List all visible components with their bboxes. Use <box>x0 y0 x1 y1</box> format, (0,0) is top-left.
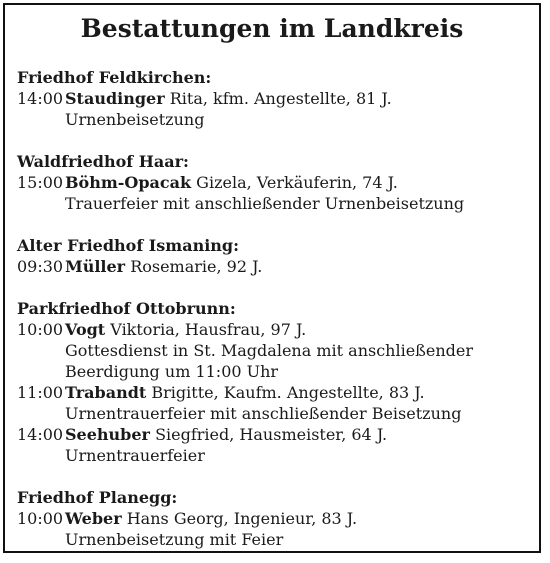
entry-person <box>65 508 357 529</box>
entry-header <box>17 508 539 529</box>
entry-details: Brigitte, Kaufm. Angestellte, 83 J. <box>146 383 425 402</box>
entry-note: Urnentrauerfeier mit anschließender Beisetzung <box>65 404 462 423</box>
cemetery-name: Friedhof Planegg: <box>17 488 178 507</box>
entry-header <box>17 256 539 277</box>
entry-time: 14:00 <box>17 89 64 108</box>
cemetery-section <box>17 235 539 277</box>
cemetery-name: Friedhof Feldkirchen: <box>17 68 212 87</box>
entry-header <box>17 424 539 445</box>
entry-person <box>65 172 398 193</box>
cemetery-section <box>17 151 539 214</box>
entry-person <box>65 256 262 277</box>
entry-person <box>65 88 392 109</box>
entry-header <box>17 172 539 193</box>
entry-note: Gottesdienst in St. Magdalena mit anschließender <box>65 341 473 360</box>
entry-surname: Müller <box>65 257 126 276</box>
entry-surname: Weber <box>65 509 122 528</box>
entry-surname: Seehuber <box>65 425 150 444</box>
entry-details: Rosemarie, 92 J. <box>125 257 263 276</box>
entry-header <box>17 319 539 340</box>
entry-time: 14:00 <box>17 425 64 444</box>
entry-surname: Böhm-Opacak <box>65 173 192 192</box>
entry-person <box>65 382 425 403</box>
burial-entry <box>17 382 539 424</box>
entry-person <box>65 319 306 340</box>
burial-entry <box>17 256 539 277</box>
entry-time: 15:00 <box>17 173 64 192</box>
entry-person <box>65 424 387 445</box>
entry-header <box>17 88 539 109</box>
page-title: Bestattungen im Landkreis <box>80 14 464 43</box>
burial-entry <box>17 319 539 382</box>
cemetery-section <box>17 487 539 550</box>
entry-surname: Trabandt <box>65 383 147 402</box>
entry-details: Rita, kfm. Angestellte, 81 J. <box>164 89 392 108</box>
entry-details: Gizela, Verkäuferin, 74 J. <box>191 173 398 192</box>
entry-details: Siegfried, Hausmeister, 64 J. <box>149 425 388 444</box>
entry-note: Urnenbeisetzung <box>65 110 205 129</box>
entry-note: Trauerfeier mit anschließender Urnenbeisetzung <box>65 194 465 213</box>
entry-time: 10:00 <box>17 509 64 528</box>
entry-note: Urnenbeisetzung mit Feier <box>65 530 284 549</box>
entry-time: 10:00 <box>17 320 64 339</box>
burial-entry <box>17 424 539 466</box>
entry-details: Hans Georg, Ingenieur, 83 J. <box>121 509 358 528</box>
cemetery-name: Waldfriedhof Haar: <box>17 152 189 171</box>
entry-surname: Staudinger <box>65 89 165 108</box>
entry-time: 11:00 <box>17 383 64 402</box>
entry-note: Beerdigung um 11:00 Uhr <box>65 362 279 381</box>
cemetery-section <box>17 298 539 466</box>
burial-entry <box>17 172 539 214</box>
entry-note: Urnentrauerfeier <box>65 446 205 465</box>
cemetery-name: Parkfriedhof Ottobrunn: <box>17 299 236 318</box>
announcement-box <box>3 3 541 553</box>
entry-time: 09:30 <box>17 257 64 276</box>
entry-surname: Vogt <box>65 320 106 339</box>
cemetery-name: Alter Friedhof Ismaning: <box>17 236 239 255</box>
burial-entry <box>17 508 539 550</box>
burial-entry <box>17 88 539 130</box>
entry-header <box>17 382 539 403</box>
cemetery-section <box>17 67 539 130</box>
entry-details: Viktoria, Hausfrau, 97 J. <box>105 320 307 339</box>
